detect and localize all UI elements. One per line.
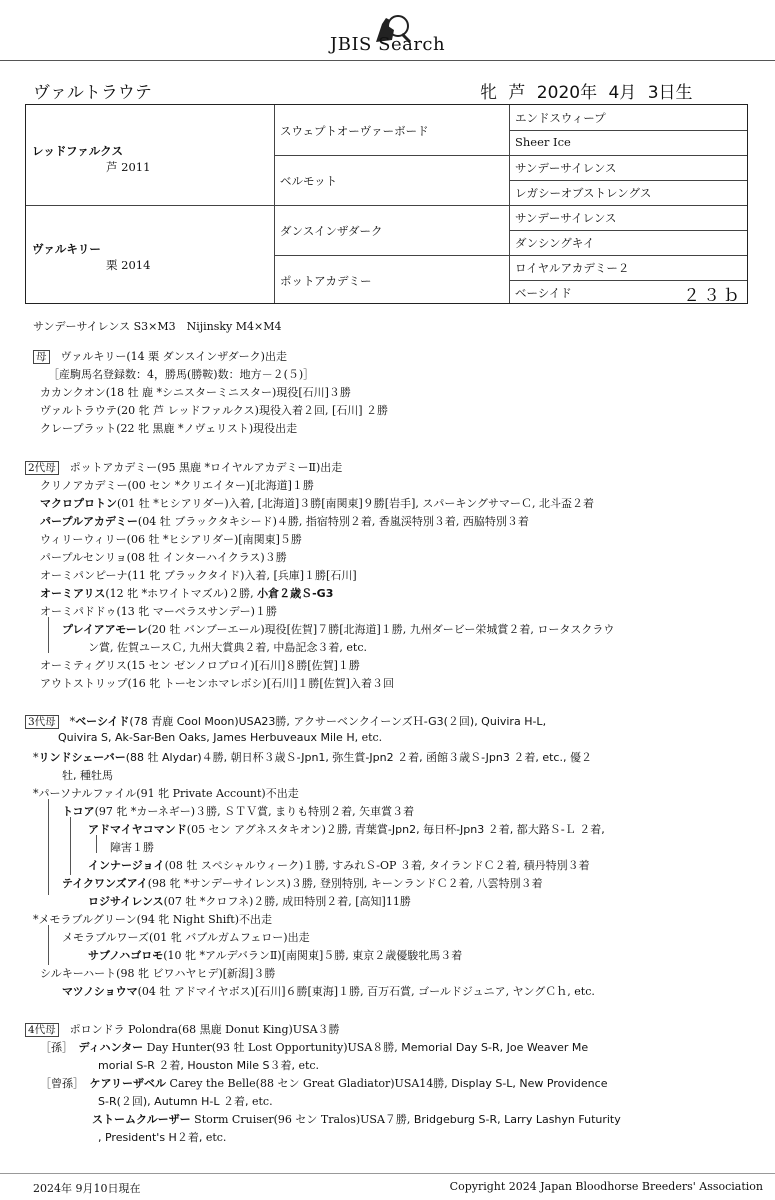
record-text: *メモラブルグリーン(94 牝 Night Shift)不出走 — [33, 913, 273, 926]
record-line — [62, 929, 310, 945]
record-text: オーミパンピーナ(11 牝 ブラックタイド)入着, [兵庫]１勝[石川] — [40, 569, 357, 582]
record-text: (20 牡 バンブーエール)現役[佐賀]７勝[北海道]１勝, 九州ダービー栄城賞２着, ロータスクラウ — [147, 623, 615, 636]
record-line — [98, 1057, 319, 1073]
record-text: *パーソナルファイル(91 牝 Private Account)不出走 — [33, 787, 299, 800]
record-line — [62, 803, 414, 819]
horse-link[interactable]: ロジサイレンス — [88, 895, 164, 908]
record-line — [40, 603, 277, 619]
race-record: morial S-R ２着, Houston Mile S３着, — [98, 1059, 299, 1072]
record-line — [25, 1021, 340, 1037]
record-line — [40, 384, 351, 400]
horse-link[interactable]: テイクワンズアイ — [62, 877, 148, 890]
record-text: Day Hunter(93 牡 Lost Opportunity)USA８勝, — [143, 1041, 402, 1054]
horse-link[interactable]: トコア — [62, 805, 95, 818]
horse-link[interactable]: ケアリーザベル — [89, 1077, 167, 1090]
record-text: ポロンドラ Polondra(68 黒鹿 Donut King)USA３勝 — [58, 1023, 340, 1036]
dam-name[interactable]: ヴァルキリー — [32, 242, 101, 256]
record-line — [33, 785, 299, 801]
record-line — [40, 1075, 607, 1091]
header-divider — [0, 60, 775, 61]
horse-link[interactable]: パープルアカデミー — [40, 515, 138, 528]
record-text: クレープラット(22 牝 黒鹿 *ノヴェリスト)現役出走 — [40, 422, 298, 435]
g2-1[interactable]: ベルモット — [280, 174, 338, 188]
record-line — [33, 911, 272, 927]
tree-bar — [70, 817, 71, 875]
race-record: Quivira S, Ak-Sar-Ben Oaks, James Herbuveaux Mile H, — [58, 731, 362, 744]
horse-link[interactable]: ディハンター — [78, 1041, 144, 1054]
record-line — [40, 513, 529, 529]
record-text: ン賞, 佐賀ユースＣ, 九州大賞典２着, 中島記念３着, etc. — [88, 641, 368, 654]
footer-divider — [0, 1173, 775, 1174]
race-record: Display S-L, New Providence — [451, 1077, 608, 1090]
record-line — [33, 749, 592, 765]
g3-0[interactable]: エンドスウィープ — [515, 111, 606, 125]
tree-bar — [96, 835, 97, 853]
g3-6[interactable]: ロイヤルアカデミー２ — [515, 261, 630, 275]
record-text: (98 牝 *サンデーサイレンス)３勝, 登別特別, キーンランドＣ２着, 八雲特別３着 — [147, 877, 543, 890]
record-line — [62, 983, 595, 999]
family-number: ２３ｂ — [683, 286, 743, 306]
record-line — [88, 893, 411, 909]
record-text: (04 牡 ブラックタキシード)４勝, 指宿特別２着, 香嵐渓特別３着, 西脇特別３着 — [137, 515, 529, 528]
record-text: ［産駒馬名登録数：4，勝馬(勝鞍)数：地方－２(５)］ — [48, 368, 315, 381]
generation-tag: 3代母 — [25, 715, 59, 729]
g2-2[interactable]: ダンスインザダーク — [280, 224, 383, 238]
sire-sub: 芦 2011 — [106, 160, 151, 174]
horse-link[interactable]: ベーシイド — [75, 715, 130, 728]
race-record: 牡, 種牡馬 — [62, 769, 113, 782]
race-record: S-R(２回), Autumn H-L ２着, — [98, 1095, 252, 1108]
record-text: (01 牡 *ヒシアリダー)入着, [北海道]３勝[南関東]９勝[岩手], スパーキングサマーＣ, 北斗盃２着 — [117, 497, 595, 510]
record-text: ヴァルキリー(14 栗 ダンスインザダーク)出走 — [49, 350, 287, 363]
tree-bar — [48, 799, 49, 895]
jbis-logo[interactable] — [0, 8, 775, 54]
race-record: Bridgeburg S-R, Larry Lashyn Futurity — [413, 1113, 621, 1126]
record-line — [40, 657, 360, 673]
record-text: オーミティグリス(15 セン ゼンノロブロイ)[石川]８勝[佐賀]１勝 — [40, 659, 360, 672]
record-text: オーミパドドゥ(13 牝 マーベラスサンデー)１勝 — [40, 605, 277, 618]
record-text: * — [33, 751, 39, 764]
record-text: ［曾孫］ — [40, 1077, 90, 1090]
record-line — [62, 875, 543, 891]
record-text: (08 牡 スペシャルウィーク)１勝, すみれＳ-OP ３着, タイランドＣ２着, 積丹特別３着 — [164, 859, 590, 872]
horse-link[interactable]: 小倉２歳Ｓ-G3 — [257, 587, 334, 600]
generation-tag: 2代母 — [25, 461, 59, 475]
record-text: etc. — [252, 1095, 273, 1108]
record-line — [88, 639, 367, 655]
generation-tag: 母 — [33, 350, 50, 364]
record-line — [40, 549, 287, 565]
record-line — [98, 1093, 273, 1109]
record-text: (97 牝 *カーネギー)３勝, ＳＴＶ賞, まりも特別２着, 矢車賞３着 — [94, 805, 415, 818]
record-text: etc. — [361, 731, 383, 744]
record-line — [25, 459, 342, 475]
horse-link[interactable]: ストームクルーザー — [92, 1113, 191, 1126]
g3-2[interactable]: サンデーサイレンス — [515, 161, 617, 175]
record-line — [88, 947, 462, 963]
tree-bar — [48, 925, 49, 965]
pedigree-table — [25, 104, 748, 304]
record-text: (04 牡 アドマイヤボス)[石川]６勝[東海]１勝, 百万石賞, ゴールドジュニア, ヤングＣｈ, etc. — [137, 985, 595, 998]
race-record: 青葉賞-Jpn2, 毎日杯-Jpn3 ２着, 都大路Ｓ-Ｌ ２着, — [354, 823, 605, 836]
g3-3[interactable]: レガシーオブストレングス — [515, 186, 652, 200]
record-text: ウィリーウィリー(06 牡 *ヒシアリダー)[南関東]５勝 — [40, 533, 302, 546]
g3-1[interactable]: Sheer Ice — [515, 135, 571, 149]
record-line — [40, 585, 333, 601]
record-text: * — [58, 715, 76, 728]
record-line — [25, 713, 546, 729]
record-text: 障害１勝 — [110, 841, 154, 854]
record-line — [40, 477, 314, 493]
record-text: ポットアカデミー(95 黒鹿 *ロイヤルアカデミーⅡ)出走 — [58, 461, 343, 474]
g3-5[interactable]: ダンシングキイ — [515, 236, 595, 250]
race-record: Memorial Day S-R, Joe Weaver Me — [401, 1041, 589, 1054]
record-line — [33, 348, 287, 364]
g3-4[interactable]: サンデーサイレンス — [515, 211, 617, 225]
record-text: etc. — [205, 1131, 227, 1144]
record-text: (05 セン アグネスタキオン)２勝, — [186, 823, 355, 836]
dam-sub: 栗 2014 — [106, 258, 151, 272]
record-line — [40, 1039, 588, 1055]
record-line — [98, 1129, 226, 1145]
horse-link[interactable]: オーミアリス — [40, 587, 106, 600]
g2-0[interactable]: スウェプトオーヴァーボード — [280, 124, 429, 138]
record-text: etc. — [298, 1059, 320, 1072]
footer-date: 2024年 9月10日現在 — [33, 1182, 141, 1195]
record-text: クリノアカデミー(00 セン *クリエイター)[北海道]１勝 — [40, 479, 314, 492]
record-text: (12 牝 *ホワイトマズル)２勝, — [105, 587, 258, 600]
record-line — [40, 402, 388, 418]
horse-link[interactable]: インナージョイ — [88, 859, 165, 872]
g2-3[interactable]: ポットアカデミー — [280, 274, 372, 288]
record-line — [62, 767, 113, 783]
record-line — [40, 420, 297, 436]
record-line — [40, 965, 275, 981]
horse-link[interactable]: マクロプロトン — [40, 497, 117, 510]
record-line — [48, 366, 314, 382]
record-line — [88, 821, 605, 837]
record-text: パープルセンリョ(08 牡 インターハイクラス)３勝 — [40, 551, 287, 564]
footer-copyright: Copyright 2024 Japan Bloodhorse Breeders' Association — [449, 1180, 763, 1193]
race-record: (88 牡 Alydar)４勝, 朝日杯３歳Ｓ-Jpn1, 弥生賞-Jpn2 ２着, 函館３歳Ｓ-Jpn3 ２着, etc., 優２ — [125, 751, 592, 764]
record-text: ［孫］ — [40, 1041, 79, 1054]
horse-link[interactable]: プレイアアモーレ — [62, 623, 148, 636]
race-record: (78 青鹿 Cool Moon)USA23勝, アクサーベンクイーンズＨ-G3(２回), Quivira H-L, — [129, 715, 547, 728]
record-line — [40, 531, 302, 547]
record-text: Carey the Belle(88 セン Great Gladiator)USA14勝, — [166, 1077, 452, 1090]
record-text: (07 牡 *クロフネ)２勝, 成田特別２着, [高知]11勝 — [163, 895, 411, 908]
record-text: シルキーハート(98 牝 ビワハヤヒデ)[新潟]３勝 — [40, 967, 276, 980]
record-line — [40, 495, 594, 511]
horse-link[interactable]: マツノショウマ — [62, 985, 138, 998]
record-text: アウトストリップ(16 牝 トーセンホマレボシ)[石川]１勝[佐賀]入着３回 — [40, 677, 394, 690]
horse-name: ヴァルトラウテ — [33, 83, 152, 103]
record-text: Storm Cruiser(96 セン Tralos)USA７勝, — [190, 1113, 414, 1126]
record-text: (10 牝 *アルデバランⅡ)[南関東]５勝, 東京２歳優駿牝馬３着 — [163, 949, 463, 962]
record-line — [88, 857, 590, 873]
record-line — [40, 675, 394, 691]
record-line — [92, 1111, 621, 1127]
horse-link[interactable]: サブノハゴロモ — [88, 949, 164, 962]
horse-link[interactable]: アドマイヤコマンド — [88, 823, 187, 836]
record-text: ヴァルトラウテ(20 牝 芦 レッドファルクス)現役入着２回, [石川] ２勝 — [40, 404, 389, 417]
tree-bar — [48, 617, 49, 653]
inbreeding-note: サンデーサイレンス S3×M3 Nijinsky M4×M4 — [33, 320, 282, 333]
horse-link[interactable]: リンドシェーバー — [38, 751, 126, 764]
record-line — [58, 731, 382, 744]
g3-7[interactable]: ベーシイド — [515, 286, 572, 300]
race-record: , President's H２着, — [98, 1131, 206, 1144]
record-line — [62, 621, 614, 637]
sire-name[interactable]: レッドファルクス — [32, 144, 123, 158]
record-text: メモラブルワーズ(01 牝 バブルガムフェロー)出走 — [62, 931, 310, 944]
record-line — [40, 567, 357, 583]
horse-info: 牝 芦 2020年 4月 3日生 — [480, 83, 693, 103]
record-text: カカンクオン(18 牡 鹿 *シニスターミニスター)現役[石川]３勝 — [40, 386, 351, 399]
record-line — [110, 839, 154, 855]
generation-tag: 4代母 — [25, 1023, 59, 1037]
logo-text: JBIS Search — [330, 34, 446, 55]
